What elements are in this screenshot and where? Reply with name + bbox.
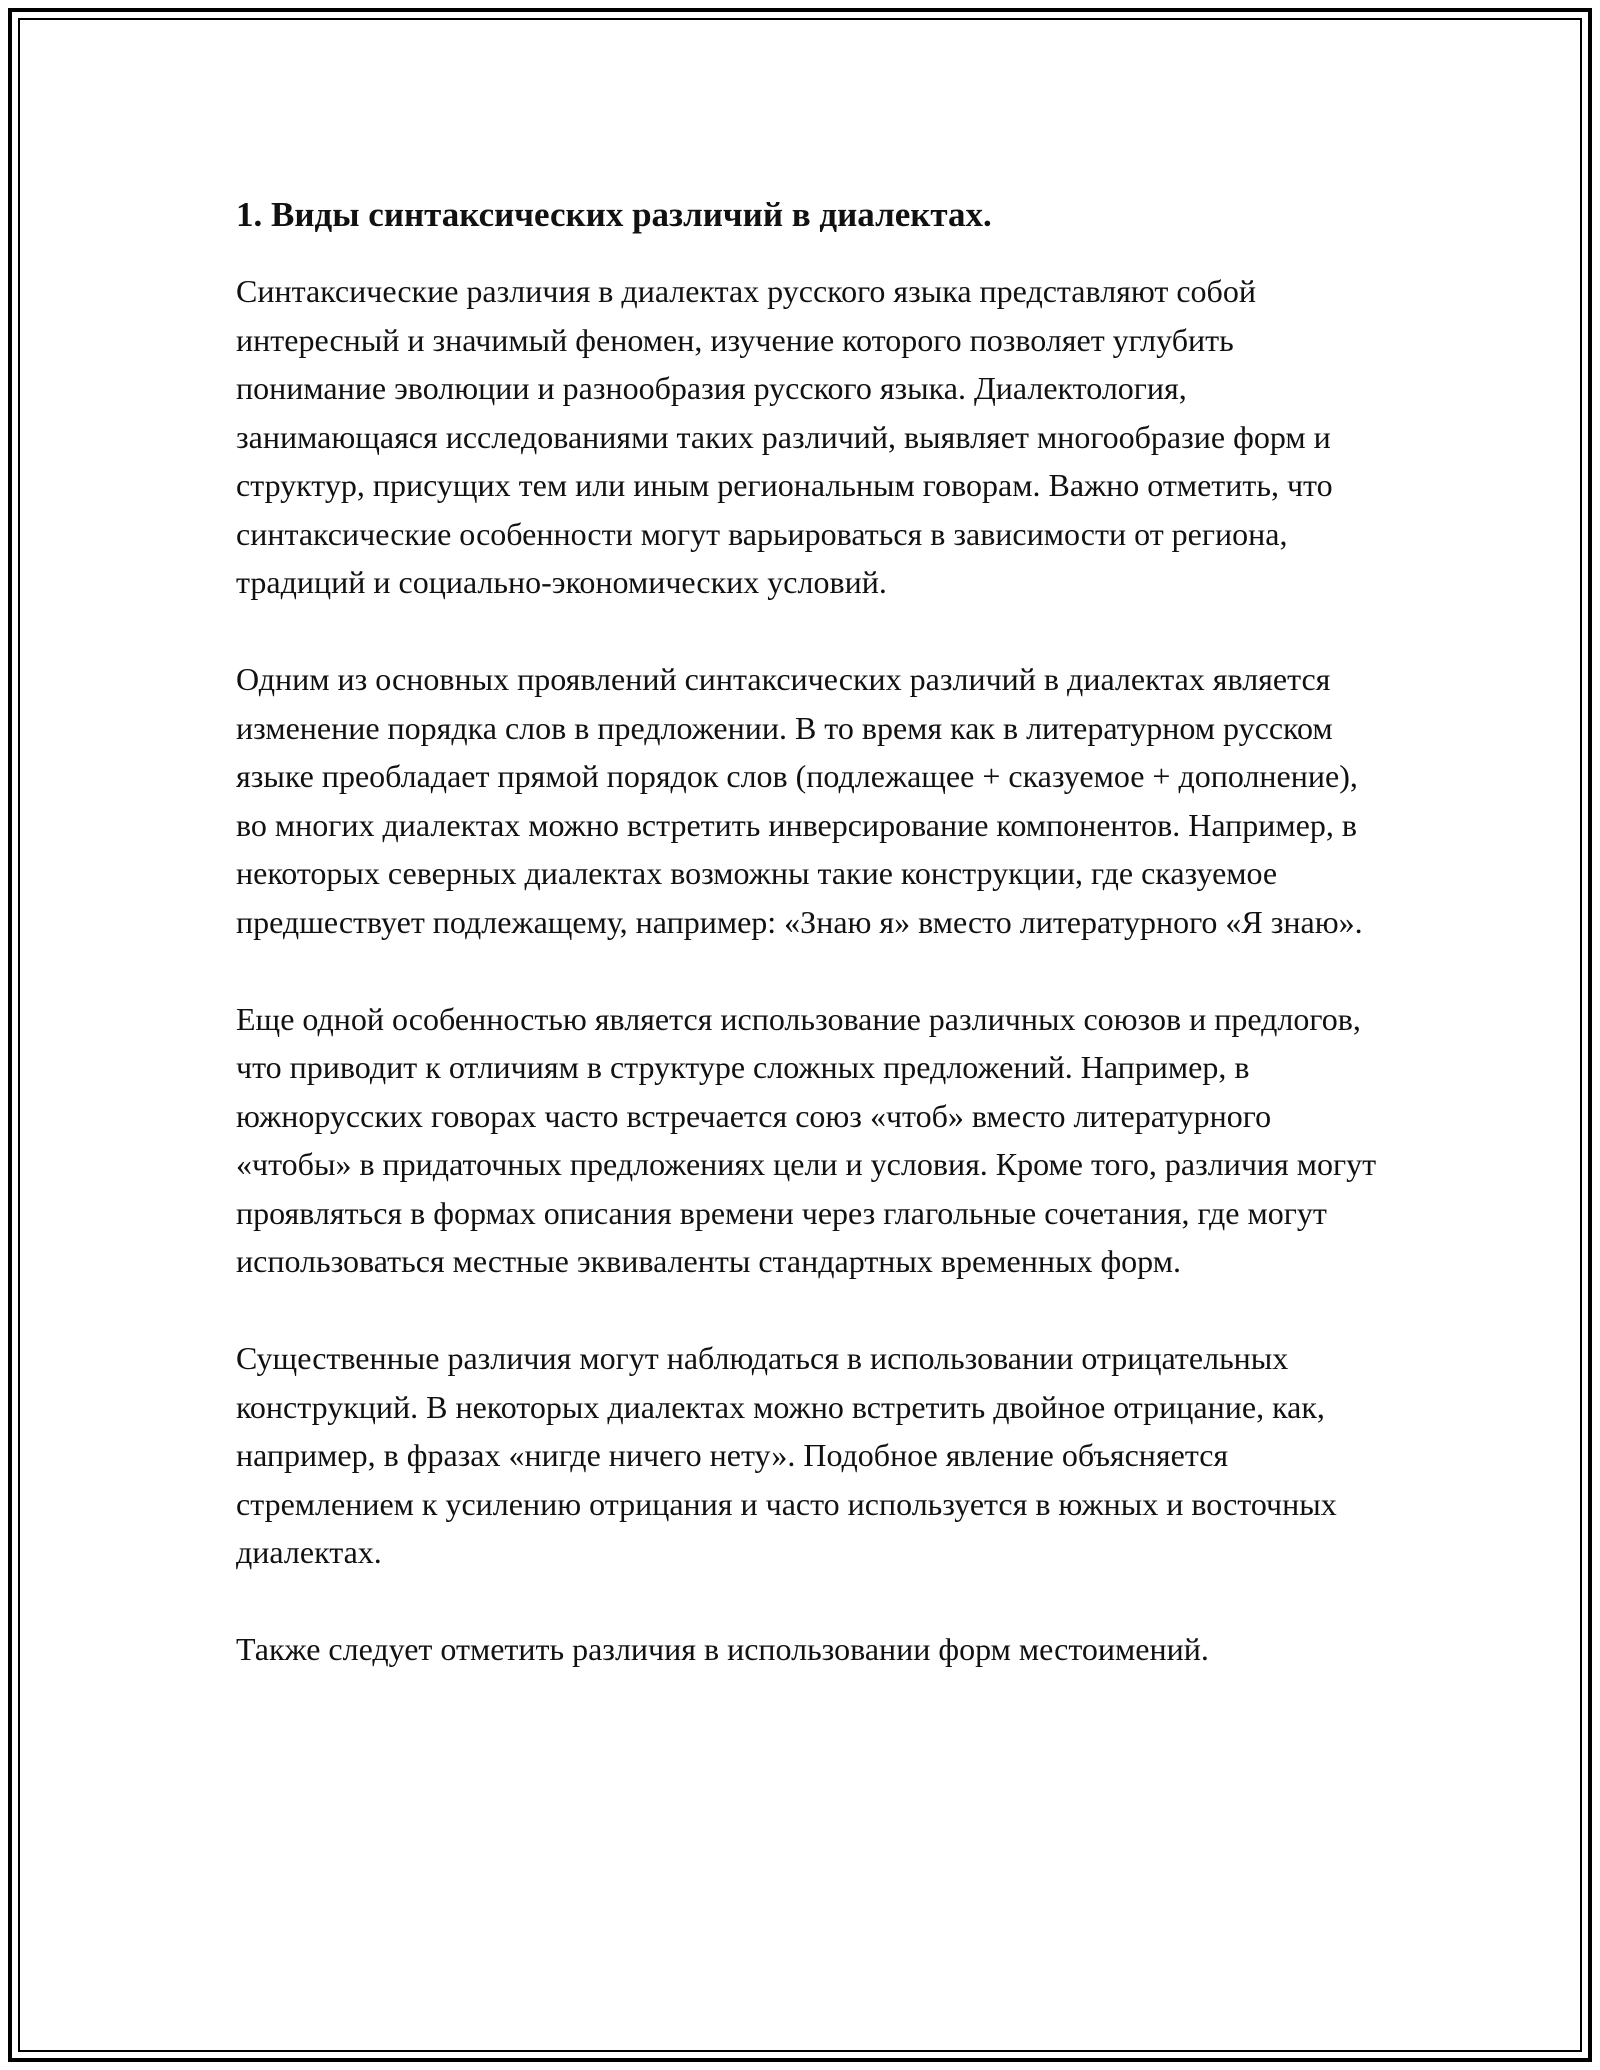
paragraph-3: Еще одной особенностью является использование различных союзов и предлогов, что приводит к отличиям в структуре сложных предложений. Например, в южнорусских говорах часто встречается союз «чтоб» вместо литературного «чтобы» в придаточных предложениях цели и условия. Кроме того, различия могут проявляться в формах описания времени через глагольные сочетания, где могут использоваться местные эквиваленты стандартных временных форм. [236,1000,1377,1279]
document-body [236,185,1386,1674]
paragraph-1: Синтаксические различия в диалектах русского языка представляют собой интересный и значимый феномен, изучение которого позволяет углубить понимание эволюции и разнообразия русского языка. Диалектология, занимающаяся исследованиями таких различий, выявляет многообразие форм и структур, присущих тем или иным региональным говорам. Важно отметить, что синтаксические особенности могут варьироваться в зависимости от региона, традиций и социально-экономических условий. [236,273,1333,600]
paragraph-5: Также следует отметить различия в использовании форм местоимений. [236,1631,1209,1667]
paragraph-4: Существенные различия могут наблюдаться в использовании отрицательных конструкций. В некоторых диалектах можно встретить двойное отрицание, как, например, в фразах «нигде ничего нету». Подобное явление объясняется стремлением к усилению отрицания и часто используется в южных и восточных диалектах. [236,1340,1337,1570]
paragraph-2: Одним из основных проявлений синтаксических различий в диалектах является изменение порядка слов в предложении. В то время как в литературном русском языке преобладает прямой порядок слов (подлежащее + сказуемое + дополнение), во многих диалектах можно встретить инверсирование компонентов. Например, в некоторых северных диалектах возможны такие конструкции, где сказуемое предшествует подлежащему, например: «Знаю я» вместо литературного «Я знаю». [236,661,1363,940]
section-heading: 1. Виды синтаксических различий в диалектах. [236,195,992,234]
